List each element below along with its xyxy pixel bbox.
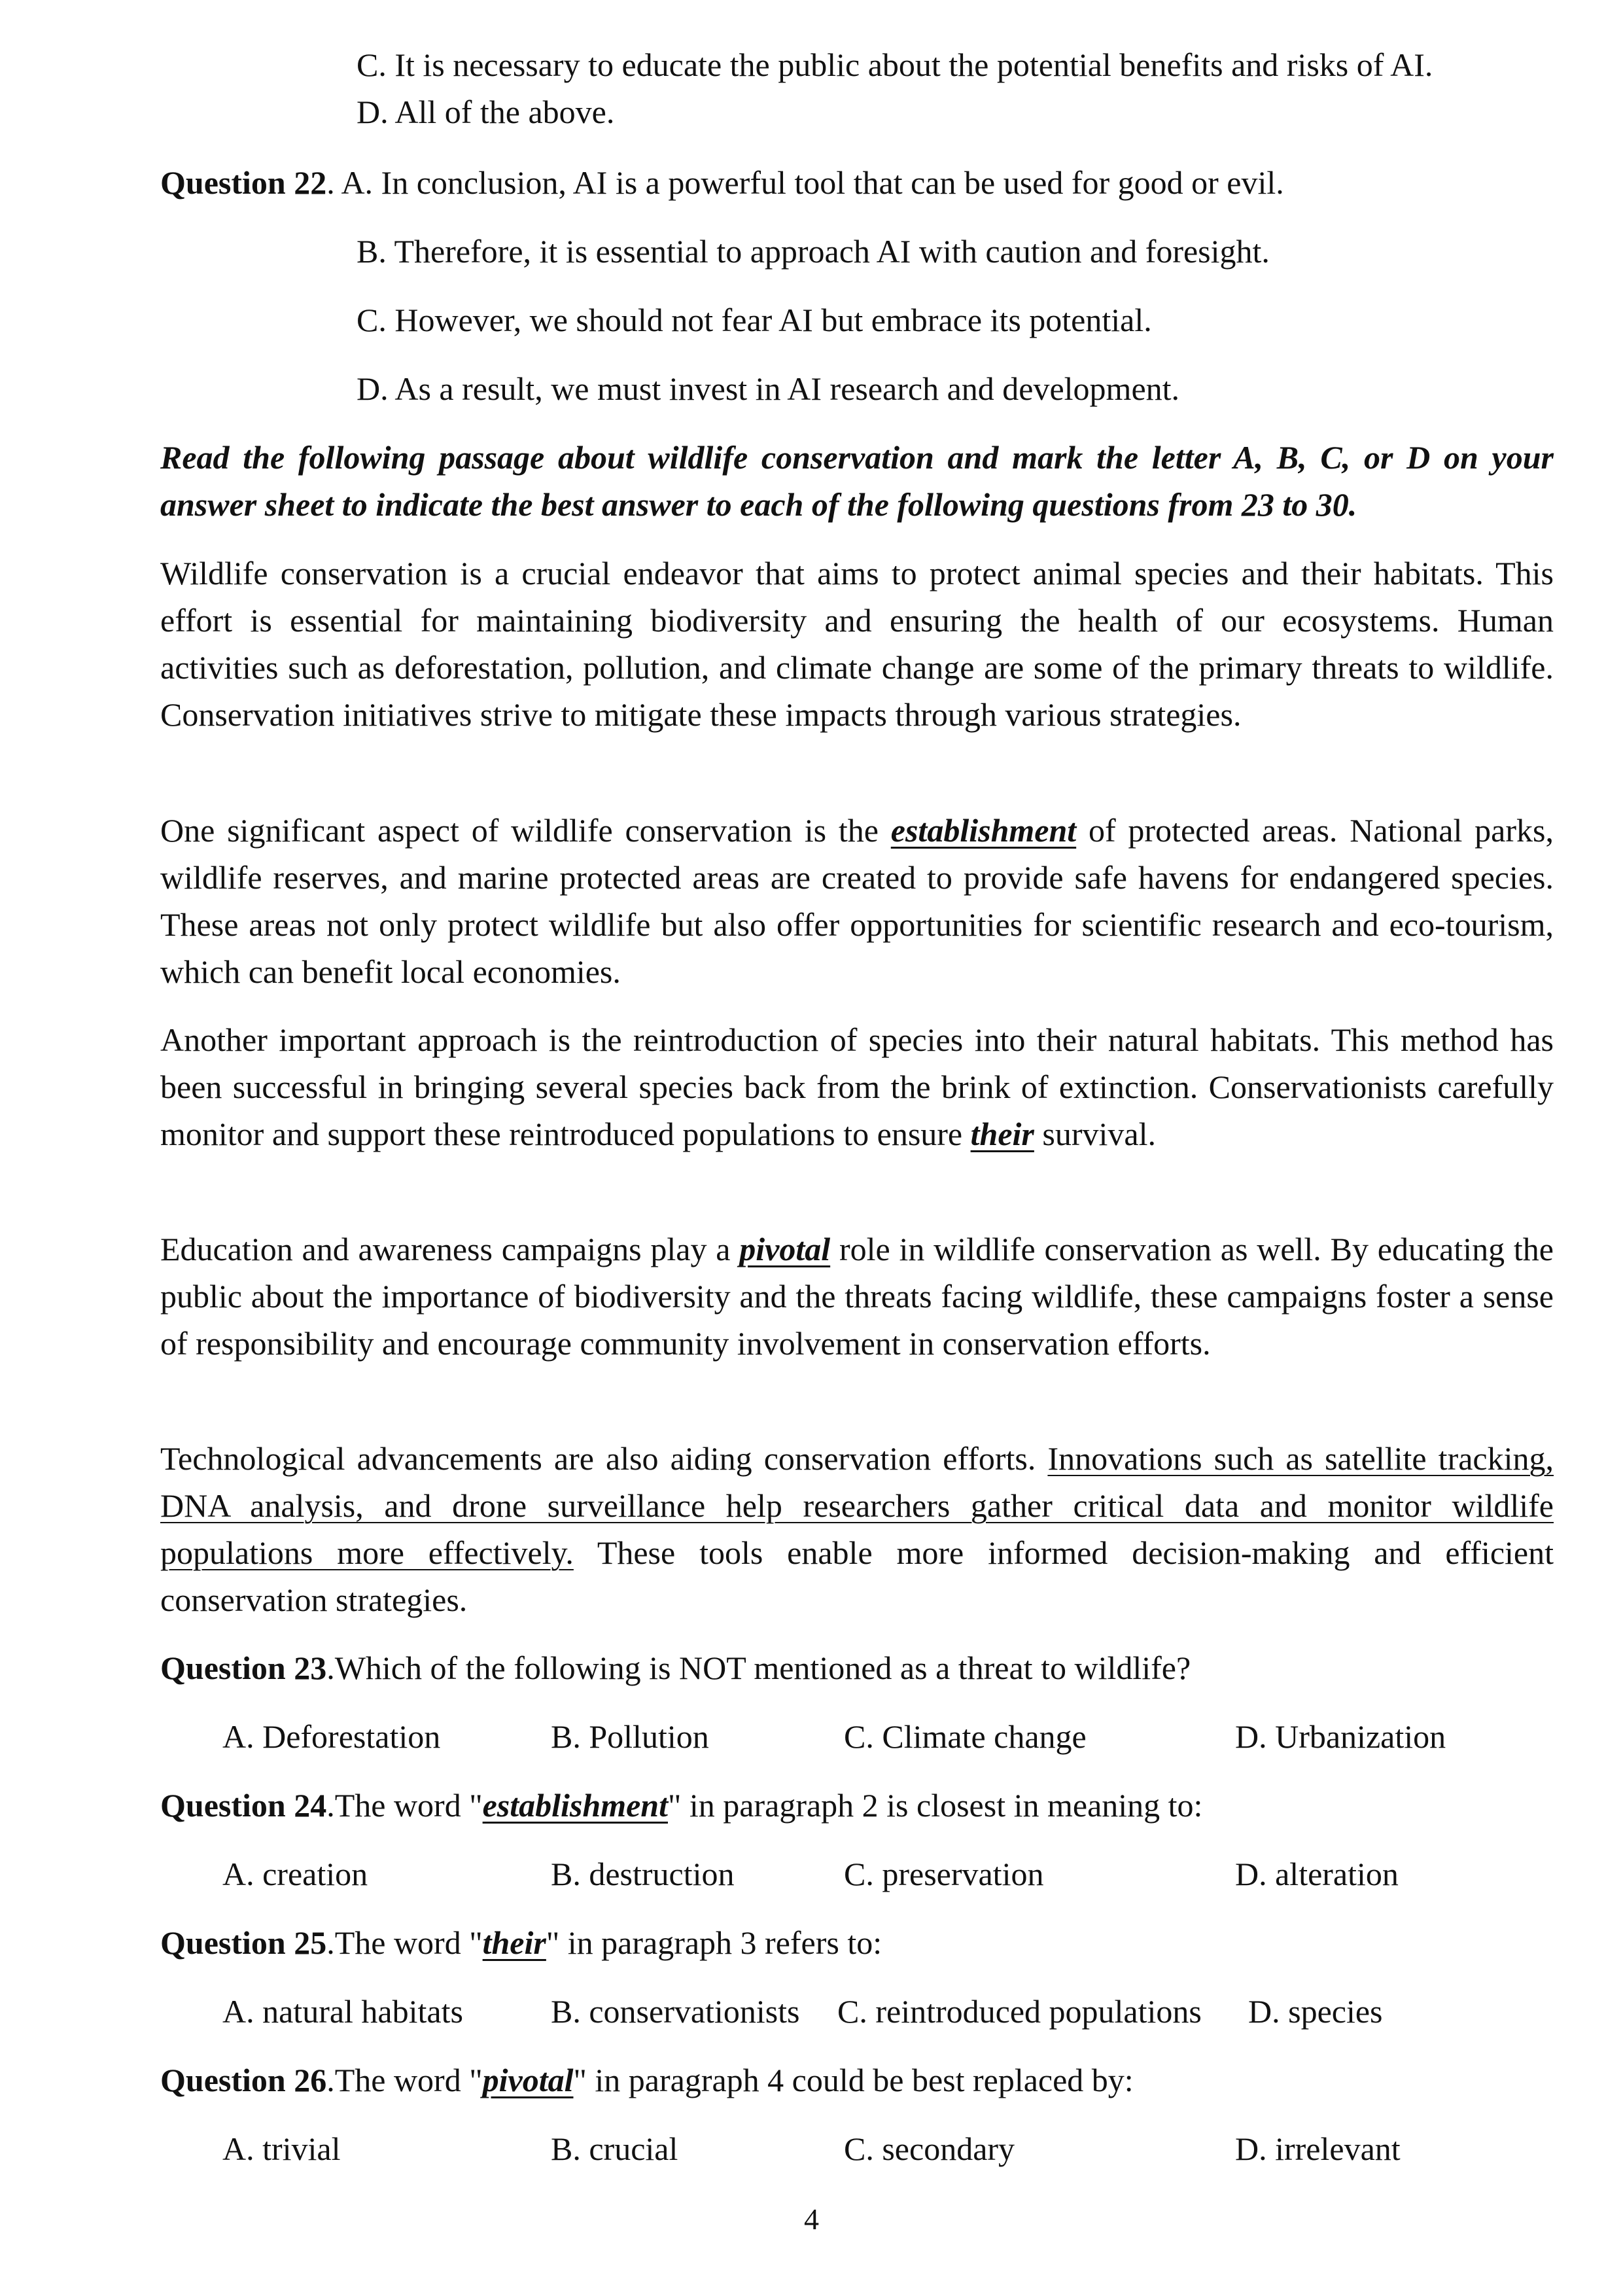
q25-stem bbox=[160, 1919, 882, 1966]
passage-paragraph-3 bbox=[160, 1016, 1554, 1157]
p3-keyword-their: their bbox=[970, 1116, 1034, 1152]
q24-keyword: establishment bbox=[482, 1787, 668, 1824]
p2-text: One significant aspect of wildlife conservation is the bbox=[160, 812, 891, 849]
q26-option-d[interactable]: D. irrelevant bbox=[1235, 2130, 1401, 2167]
q26-option-b[interactable]: B. crucial bbox=[551, 2130, 678, 2167]
q21-option-d: D. All of the above. bbox=[357, 94, 615, 130]
q23-option-d[interactable]: D. Urbanization bbox=[1235, 1718, 1446, 1755]
q25-option-a[interactable]: A. natural habitats bbox=[222, 1993, 463, 2030]
p2-keyword-establishment: establishment bbox=[890, 812, 1077, 849]
p4-keyword-pivotal: pivotal bbox=[739, 1231, 831, 1267]
question-label: Question 22 bbox=[160, 164, 327, 201]
question-label: Question 23 bbox=[160, 1650, 327, 1686]
q24-option-c[interactable]: C. preservation bbox=[844, 1856, 1044, 1892]
q26-option-c[interactable]: C. secondary bbox=[844, 2130, 1015, 2167]
q25-stem-pre: .The word " bbox=[326, 1924, 483, 1961]
p5-text-rest: These tools enable more informed decision-making and efficient conservation strategies. bbox=[160, 1534, 1554, 1618]
q25-option-b[interactable]: B. conservationists bbox=[551, 1993, 800, 2030]
q23-option-c[interactable]: C. Climate change bbox=[844, 1718, 1087, 1755]
passage-paragraph-5 bbox=[160, 1435, 1554, 1623]
passage-paragraph-1: Wildlife conservation is a crucial endeavor that aims to protect animal species and their habitats. This effort is essential for maintaining biodiversity and ensuring the health of our ecosystems. Human activities such as deforestation, pollution, and climate change are some of the primary threats to wildlife. Conservation initiatives strive to mitigate these impacts through various strategies. bbox=[160, 555, 1554, 733]
p5-underlined-sentence: Innovations such as satellite tracking, DNA analysis, and drone surveillance help researchers gather critical data and monitor wildlife populations more effectively. bbox=[160, 1440, 1554, 1571]
q24-stem-post: " in paragraph 2 is closest in meaning to: bbox=[667, 1787, 1203, 1824]
q26-stem bbox=[160, 2057, 1134, 2104]
p2-text-rest: of protected areas. National parks, wildlife reserves, and marine protected areas are created to provide safe havens for endangered species. These areas not only protect wildlife but also offer opportunities for scientific research and eco-tourism, which can benefit local economies. bbox=[160, 812, 1554, 990]
page-number: 4 bbox=[804, 2202, 819, 2236]
passage-paragraph-4 bbox=[160, 1226, 1554, 1367]
p5-text: Technological advancements are also aiding conservation efforts. bbox=[160, 1440, 1048, 1477]
q24-stem-pre: .The word " bbox=[326, 1787, 483, 1824]
q23-option-a[interactable]: A. Deforestation bbox=[222, 1718, 441, 1755]
q21-option-c: C. It is necessary to educate the public about the potential benefits and risks of AI. bbox=[357, 46, 1433, 83]
q25-stem-post: " in paragraph 3 refers to: bbox=[546, 1924, 882, 1961]
q24-stem bbox=[160, 1782, 1202, 1829]
q26-keyword: pivotal bbox=[482, 2062, 574, 2098]
q25-option-c[interactable]: C. reintroduced populations bbox=[837, 1993, 1202, 2030]
q23-stem-text: .Which of the following is NOT mentioned as a threat to wildlife? bbox=[326, 1650, 1191, 1686]
p3-text-rest: survival. bbox=[1034, 1116, 1156, 1152]
q26-stem-pre: .The word " bbox=[326, 2062, 483, 2098]
q23-stem bbox=[160, 1644, 1191, 1691]
q22-option-b: B. Therefore, it is essential to approach AI with caution and foresight. bbox=[357, 233, 1270, 270]
q22-option-d: D. As a result, we must invest in AI research and development. bbox=[357, 370, 1180, 407]
q25-keyword: their bbox=[482, 1924, 546, 1961]
q22-option-c: C. However, we should not fear AI but embrace its potential. bbox=[357, 302, 1152, 338]
q26-option-a[interactable]: A. trivial bbox=[222, 2130, 341, 2167]
reading-instruction: Read the following passage about wildlife conservation and mark the letter A, B, C, or D on your answer sheet to indicate the best answer to each of the following questions from 23 to 30. bbox=[160, 439, 1554, 523]
question-label: Question 25 bbox=[160, 1924, 327, 1961]
q25-option-d[interactable]: D. species bbox=[1248, 1993, 1383, 2030]
q22-line-a bbox=[160, 159, 1284, 206]
q24-option-b[interactable]: B. destruction bbox=[551, 1856, 735, 1892]
q23-option-b[interactable]: B. Pollution bbox=[551, 1718, 709, 1755]
p4-text-rest: role in wildlife conservation as well. By educating the public about the importance of biodiversity and the threats facing wildlife, these campaigns foster a sense of responsibility and encourage community involvement in conservation efforts. bbox=[160, 1231, 1554, 1362]
q24-option-a[interactable]: A. creation bbox=[222, 1856, 368, 1892]
q22-option-a: . A. In conclusion, AI is a powerful tool that can be used for good or evil. bbox=[326, 164, 1284, 201]
question-label: Question 24 bbox=[160, 1787, 327, 1824]
q24-option-d[interactable]: D. alteration bbox=[1235, 1856, 1399, 1892]
question-label: Question 26 bbox=[160, 2062, 327, 2098]
passage-paragraph-2 bbox=[160, 807, 1554, 995]
p4-text: Education and awareness campaigns play a bbox=[160, 1231, 740, 1267]
q26-stem-post: " in paragraph 4 could be best replaced by: bbox=[573, 2062, 1134, 2098]
p3-text: Another important approach is the reintroduction of species into their natural habitats. This method has been successful in bringing several species back from the brink of extinction. Conservationists carefully monitor and support these reintroduced populations to ensure bbox=[160, 1021, 1554, 1152]
